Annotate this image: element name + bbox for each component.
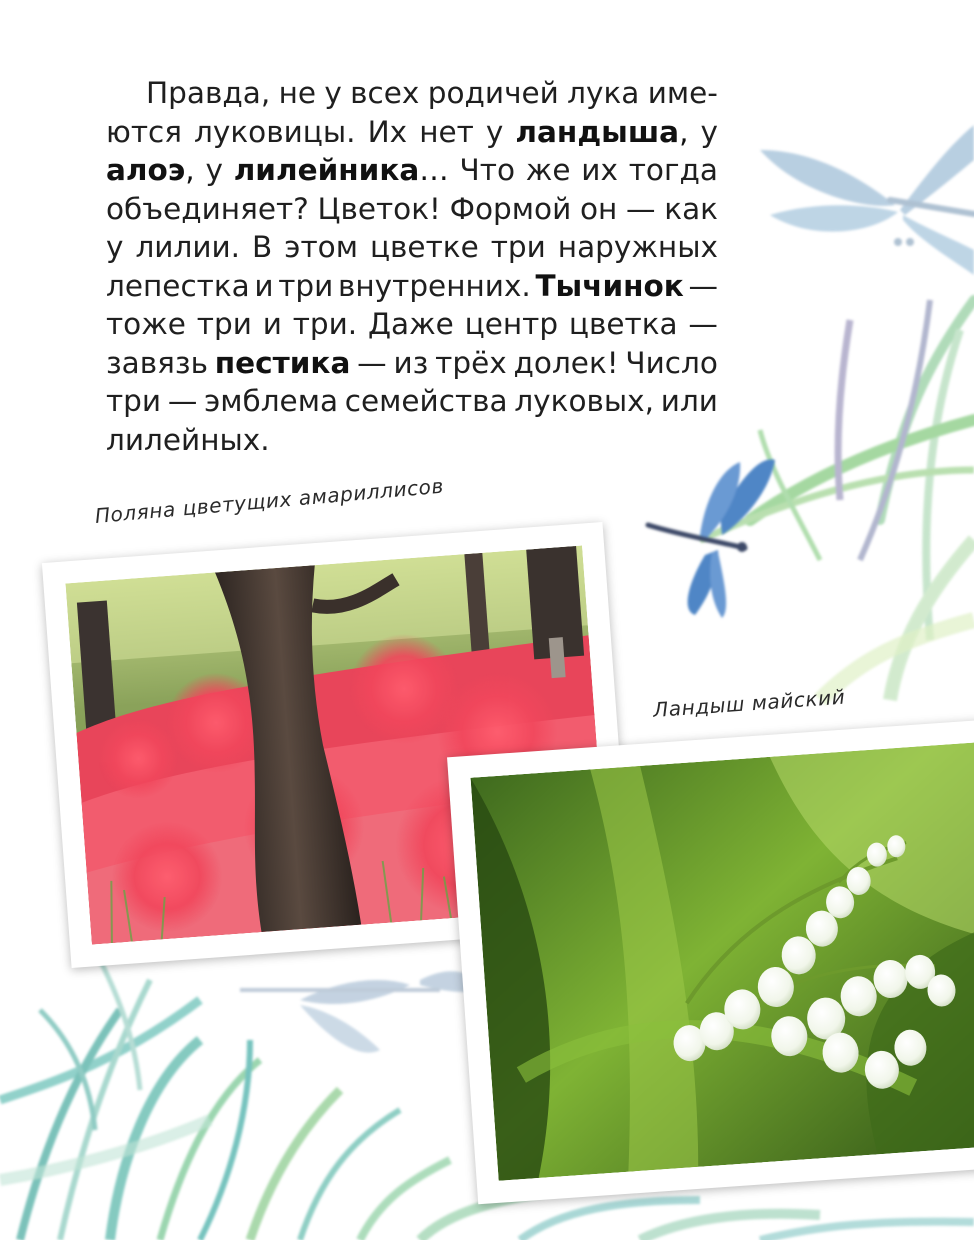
paragraph-word: ландыша, (515, 114, 689, 149)
paragraph-word: Формой (449, 191, 572, 226)
paragraph-line (106, 421, 718, 460)
paragraph-line (106, 190, 718, 229)
paragraph-word: три. (292, 307, 358, 341)
paragraph-line (106, 344, 718, 383)
lily-photo-frame (447, 720, 974, 1205)
paragraph-word: цветка (568, 307, 678, 341)
paragraph-word: лилейника… (233, 153, 449, 187)
bold-term: Тычинок (535, 268, 684, 303)
paragraph-word: из (393, 345, 429, 380)
paragraph-word: нет (419, 114, 474, 149)
paragraph-word: алоэ, (106, 153, 195, 187)
paragraph-word (535, 267, 683, 306)
paragraph-word: Их (367, 114, 408, 149)
paragraph-word: у (485, 114, 504, 149)
paragraph-word: — (688, 268, 718, 303)
paragraph-word: Даже (367, 307, 454, 341)
paragraph-word (215, 344, 351, 383)
dragonfly-blue-icon (648, 459, 775, 618)
bold-term: ландыша (515, 114, 680, 149)
paragraph-line (106, 74, 718, 113)
paragraph-word: семейства (344, 384, 508, 418)
paragraph-word: лилейных. (106, 422, 270, 457)
paragraph-word: луковицы. (194, 114, 356, 149)
paragraph-line (106, 113, 718, 152)
bold-term: лилейника (233, 153, 420, 187)
paragraph-line (106, 305, 718, 344)
paragraph-word: трёх (435, 345, 507, 380)
paragraph-word: всех (350, 76, 420, 110)
paragraph-word: ются (106, 114, 182, 149)
paragraph-word: же (525, 153, 571, 187)
paragraph-word: Что (459, 153, 515, 187)
paragraph-word: Число (625, 345, 718, 380)
paragraph-word: у (324, 76, 342, 110)
paragraph-word: или (660, 384, 718, 418)
paragraph-word: — (357, 345, 387, 380)
paragraph-word: и (254, 268, 274, 303)
paragraph-word: име- (647, 76, 718, 110)
caption-amaryllis: Поляна цветущих амариллисов (93, 473, 445, 528)
paragraph-word: три (490, 230, 546, 264)
dragonfly-top-icon (760, 125, 974, 275)
paragraph-word: у (106, 230, 124, 264)
paragraph-word: долек! (513, 345, 619, 380)
paragraph-word: луковых, (514, 384, 655, 418)
paragraph-word: этом (284, 230, 358, 264)
paragraph-word: три (196, 307, 252, 341)
paragraph-word: — (626, 191, 656, 226)
paragraph-word: как (664, 191, 718, 226)
paragraph-word: объединяет? (106, 191, 309, 226)
paragraph-word: он (579, 191, 618, 226)
paragraph-word: внутренних. (338, 268, 531, 303)
paragraph-word: В (252, 230, 273, 264)
paragraph-word: родичей (427, 76, 559, 110)
paragraph-word: три (278, 268, 334, 303)
paragraph-word: — (167, 384, 198, 418)
bold-term: алоэ (106, 153, 186, 187)
paragraph-line (106, 151, 718, 190)
paragraph-word: Цветок! (317, 191, 441, 226)
paragraph-word: центр (464, 307, 559, 341)
paragraph-word: Правда, (146, 76, 271, 110)
paragraph-line (106, 382, 718, 421)
paragraph-line (106, 228, 718, 267)
paragraph-word: у (700, 114, 718, 149)
paragraph-word: тогда (628, 153, 718, 187)
paragraph-word: лепестка (106, 268, 250, 303)
paragraph-line (106, 267, 718, 306)
paragraph-word: три (106, 384, 162, 418)
paragraph-word: лилии. (135, 230, 241, 264)
paragraph-word: лука (567, 76, 640, 110)
paragraph-word: у (205, 153, 223, 187)
paragraph-word: завязь (106, 345, 208, 380)
body-paragraph (106, 74, 718, 459)
paragraph-word: и (262, 307, 282, 341)
bold-term: пестика (214, 345, 351, 380)
paragraph-word: эмблема (204, 384, 339, 418)
paragraph-word: их (581, 153, 618, 187)
dragonfly-bottom-icon (240, 971, 490, 1052)
paragraph-word: — (688, 307, 718, 341)
paragraph-word: тоже (106, 307, 186, 341)
paragraph-word: наружных (557, 230, 718, 264)
lily-of-valley-photo (471, 742, 974, 1181)
paragraph-word: не (278, 76, 317, 110)
paragraph-word: цветке (369, 230, 479, 264)
caption-lily-of-valley: Ландыш майский (652, 684, 846, 722)
